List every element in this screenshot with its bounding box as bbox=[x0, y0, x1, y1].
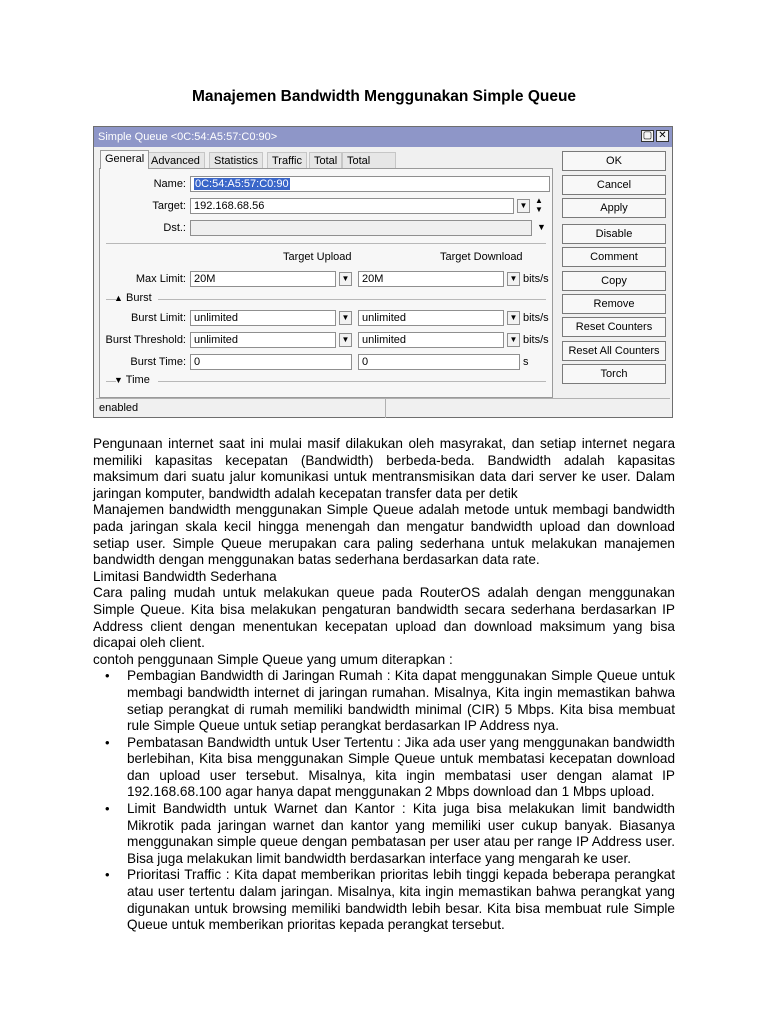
reset-all-counters-button[interactable]: Reset All Counters bbox=[562, 341, 666, 361]
target-dropdown-icon[interactable]: ▼ bbox=[517, 199, 530, 213]
target-download-header: Target Download bbox=[440, 251, 523, 263]
dialog-titlebar[interactable] bbox=[94, 127, 672, 147]
bullet-icon: • bbox=[105, 734, 110, 750]
max-limit-download-input[interactable]: 20M bbox=[358, 271, 504, 287]
burst-limit-units: bits/s bbox=[523, 312, 549, 324]
burst-time-download-input[interactable]: 0 bbox=[358, 354, 520, 370]
paragraph-examples-intro: contoh penggunaan Simple Queue yang umum diterapkan : bbox=[93, 651, 453, 667]
target-label: Target: bbox=[152, 200, 186, 212]
tab-traffic[interactable]: Traffic bbox=[267, 152, 307, 168]
disable-button[interactable]: Disable bbox=[562, 224, 666, 244]
list-item-text: Prioritasi Traffic : Kita dapat memberikan prioritas lebih tinggi kepada beberapa perangkat atau user tertentu dalam jaringan. Misalnya, kita ingin memastikan bahwa perangkat yang digunakan untuk browsing memiliki bandwidth lebih besar. Kita bisa membuat rule Simple Queue untuk memberikan prioritas kepada perangkat tersebut. bbox=[127, 867, 675, 933]
simple-queue-dialog bbox=[93, 126, 673, 418]
dst-dropdown-icon[interactable]: ▼ bbox=[537, 222, 546, 232]
burst-section-toggle[interactable] bbox=[114, 292, 152, 304]
paragraph-routeros: Cara paling mudah untuk melakukan queue pada RouterOS adalah dengan menggunakan Simple Queue. Kita bisa melakukan pengaturan bandwidth secara sederhana berdasarkan IP Address client dengan menentukan kecepatan upload dan download maksimum yang bisa dicapai oleh client. bbox=[93, 585, 675, 651]
tab-advanced[interactable]: Advanced bbox=[146, 152, 205, 168]
max-limit-label: Max Limit: bbox=[135, 273, 186, 285]
reset-counters-button[interactable]: Reset Counters bbox=[562, 317, 666, 337]
torch-button[interactable]: Torch bbox=[562, 364, 666, 384]
general-panel bbox=[99, 168, 553, 398]
burst-limit-download-dropdown-icon[interactable]: ▼ bbox=[507, 311, 520, 325]
status-cell-empty bbox=[386, 399, 670, 418]
target-add-remove-icon[interactable]: ▲ ▼ bbox=[535, 196, 543, 214]
list-item bbox=[105, 734, 675, 801]
burst-limit-upload-dropdown-icon[interactable]: ▼ bbox=[339, 311, 352, 325]
burst-section-label: Burst bbox=[125, 292, 152, 304]
comment-button[interactable]: Comment bbox=[562, 247, 666, 267]
name-label: Name: bbox=[153, 178, 186, 190]
burst-time-units: s bbox=[523, 356, 529, 368]
burst-limit-upload-input[interactable]: unlimited bbox=[190, 310, 336, 326]
list-item-text: Limit Bandwidth untuk Warnet dan Kantor : Kita juga bisa melakukan limit bandwidth Mikrotik pada jaringan warnet dan kantor yang memiliki user cukup banyak. Biasanya menggunakan simple queue dengan pembatasan per user atau per range IP Address user. Bisa juga melakukan limit bandwidth berdasarkan interface yang mengarah ke user. bbox=[127, 801, 675, 866]
burst-divider-right bbox=[158, 299, 546, 300]
list-item bbox=[105, 867, 675, 933]
burst-threshold-upload-dropdown-icon[interactable]: ▼ bbox=[339, 333, 352, 347]
max-limit-units: bits/s bbox=[523, 273, 549, 285]
max-limit-upload-input[interactable]: 20M bbox=[190, 271, 336, 287]
ok-button[interactable]: OK bbox=[562, 151, 666, 171]
dst-label: Dst.: bbox=[163, 222, 186, 234]
target-upload-header: Target Upload bbox=[283, 251, 352, 263]
remove-button[interactable]: Remove bbox=[562, 294, 666, 314]
expand-icon: ▼ bbox=[114, 375, 123, 385]
bullet-icon: • bbox=[105, 668, 110, 684]
collapse-icon: ▲ bbox=[114, 293, 123, 303]
close-icon[interactable]: ✕ bbox=[656, 130, 669, 142]
burst-threshold-download-dropdown-icon[interactable]: ▼ bbox=[507, 333, 520, 347]
section-heading: Limitasi Bandwidth Sederhana bbox=[93, 568, 277, 584]
divider bbox=[106, 243, 546, 244]
maximize-icon[interactable]: ▢ bbox=[642, 130, 653, 141]
tab-total-statistics[interactable]: Total bbox=[342, 152, 396, 168]
list-item bbox=[105, 668, 675, 734]
max-limit-upload-dropdown-icon[interactable]: ▼ bbox=[339, 272, 352, 286]
time-section-label: Time bbox=[125, 374, 150, 386]
name-input[interactable] bbox=[190, 176, 550, 192]
burst-threshold-units: bits/s bbox=[523, 334, 549, 346]
time-section-toggle[interactable] bbox=[114, 374, 150, 386]
status-text: enabled bbox=[96, 399, 386, 418]
list-item bbox=[105, 801, 675, 867]
list-item-text: Pembatasan Bandwidth untuk User Tertentu : Jika ada user yang menggunakan bandwidth berlebihan, Kita bisa menggunakan Simple Queue untuk membatasi kecepatan download dan upload user tersebut. Misalnya, kita ingin membatasi user dengan alamat IP 192.168.68.100 agar hanya dapat menggunakan 2 Mbps download dan 1 Mbps upload. bbox=[127, 734, 675, 800]
time-divider-right bbox=[158, 381, 546, 382]
list-item-text: Pembagian Bandwidth di Jaringan Rumah : Kita dapat menggunakan Simple Queue untuk membagi bandwidth internet di jaringan rumahan. Misalnya, Kita ingin memastikan bahwa setiap perangkat di rumah memiliki bandwidth minimal (CIR) 5 Mbps. Kita bisa membuat rule Simple Queue untuk setiap perangkat berdasarkan IP Address nya. bbox=[127, 668, 675, 734]
bullet-icon: • bbox=[105, 867, 110, 883]
status-bar bbox=[96, 398, 670, 418]
burst-threshold-download-input[interactable]: unlimited bbox=[358, 332, 504, 348]
burst-time-upload-input[interactable]: 0 bbox=[190, 354, 352, 370]
dst-input[interactable] bbox=[190, 220, 532, 236]
burst-threshold-upload-input[interactable]: unlimited bbox=[190, 332, 336, 348]
tab-general[interactable]: General bbox=[100, 150, 149, 169]
burst-threshold-label: Burst Threshold: bbox=[105, 334, 186, 346]
paragraph-definition: Manajemen bandwidth menggunakan Simple Queue adalah metode untuk membagi bandwidth pada jaringan skala kecil hingga menengah dan mengatur bandwidth upload dan download setiap user. Simple Queue merupakan cara paling sederhana untuk melakukan manajemen bandwidth dengan menggunakan batas sederhana berdasarkan data rate. bbox=[93, 502, 675, 568]
max-limit-download-dropdown-icon[interactable]: ▼ bbox=[507, 272, 520, 286]
document-title: Manajemen Bandwidth Menggunakan Simple Queue bbox=[191, 88, 577, 105]
paragraph-intro: Pengunaan internet saat ini mulai masif dilakukan oleh masyrakat, dan setiap internet negara memiliki kapasitas kecepatan (Bandwidth) berbeda-beda. Bandwidth adalah kapasitas maksimum dari suatu jalur komunikasi untuk mentransmisikan data dari server ke user. Dalam jaringan komputer, bandwidth adalah kecepatan transfer data per detik bbox=[93, 436, 675, 501]
burst-time-label: Burst Time: bbox=[130, 356, 186, 368]
tab-statistics[interactable]: Statistics bbox=[209, 152, 263, 168]
copy-button[interactable]: Copy bbox=[562, 271, 666, 291]
dialog-title: Simple Queue <0C:54:A5:57:C0:90> bbox=[98, 131, 278, 143]
bullet-icon: • bbox=[105, 801, 110, 817]
apply-button[interactable]: Apply bbox=[562, 198, 666, 218]
target-input[interactable]: 192.168.68.56 bbox=[190, 198, 514, 214]
burst-limit-label: Burst Limit: bbox=[130, 312, 186, 324]
examples-list bbox=[93, 668, 675, 934]
tab-total[interactable]: Total bbox=[309, 152, 342, 168]
name-value: 0C:54:A5:57:C0:90 bbox=[195, 178, 289, 190]
cancel-button[interactable]: Cancel bbox=[562, 175, 666, 195]
article-body bbox=[93, 436, 675, 934]
burst-limit-download-input[interactable]: unlimited bbox=[358, 310, 504, 326]
